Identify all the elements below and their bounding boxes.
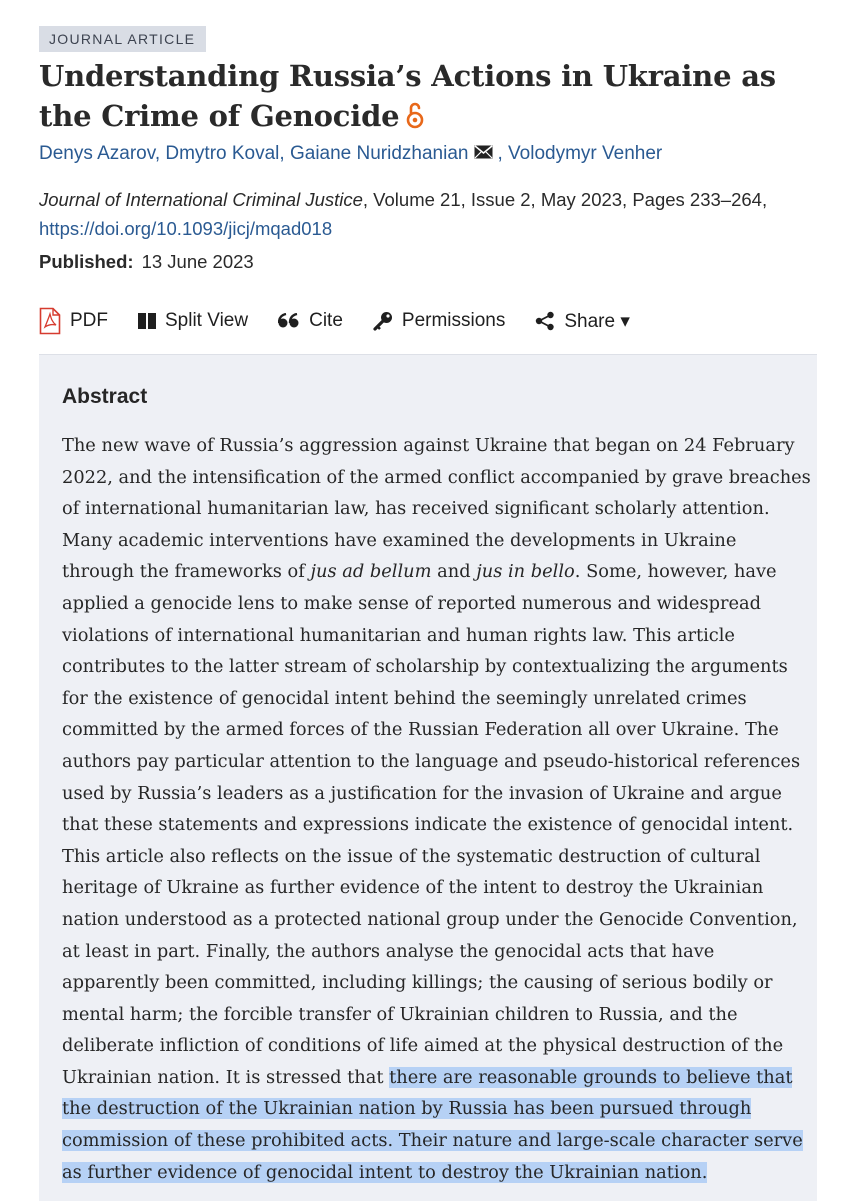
highlighted-selection[interactable]: there are reasonable grounds to believe that the destruction of the Ukrainian nation by Russia has been pursued through commission of these prohibited acts. Their nature and large-scale character serve as further evidence of genocidal intent to destroy the Ukrainian nation. xyxy=(62,1066,803,1183)
citation-details: , Volume 21, Issue 2, May 2023, Pages 233–264, xyxy=(362,189,768,210)
author-separator: , xyxy=(154,143,166,164)
cite-label: Cite xyxy=(309,310,343,331)
author-list xyxy=(39,141,662,167)
share-label: Share ▾ xyxy=(564,310,630,332)
published-label: Published: xyxy=(39,251,134,272)
pdf-label: PDF xyxy=(70,310,108,331)
permissions-button[interactable] xyxy=(373,310,505,332)
published-line xyxy=(39,249,254,275)
pdf-button[interactable] xyxy=(39,307,108,335)
journal-name: Journal of International Criminal Justice xyxy=(39,189,363,210)
split-view-icon xyxy=(138,313,156,329)
split-view-button[interactable] xyxy=(138,310,248,332)
abstract-text-part: and xyxy=(431,561,477,583)
article-toolbar xyxy=(39,304,660,338)
published-date: 13 June 2023 xyxy=(141,251,254,272)
citation xyxy=(39,185,817,243)
doi-link[interactable]: https://doi.org/10.1093/jicj/mqad018 xyxy=(39,218,333,239)
abstract-italic-term: jus ad bellum xyxy=(310,561,432,583)
author-separator: , xyxy=(497,143,509,164)
author-link[interactable]: Dmytro Koval xyxy=(165,143,280,164)
cite-button[interactable] xyxy=(278,310,343,332)
share-icon xyxy=(535,311,555,331)
author-link[interactable]: Volodymyr Venher xyxy=(508,143,663,164)
share-button[interactable] xyxy=(535,310,630,333)
permissions-label: Permissions xyxy=(401,310,506,331)
envelope-icon[interactable] xyxy=(474,141,493,167)
key-icon xyxy=(373,311,393,331)
author-separator: , xyxy=(279,143,290,164)
article-title-text: Understanding Russia’s Actions in Ukraine as the Crime of Genocide xyxy=(39,59,776,133)
pdf-icon xyxy=(39,307,61,335)
abstract-text-part: . Some, however, have applied a genocide lens to make sense of reported numerous and widespread violations of international humanitarian and human rights law. This article contributes to the latter stream of scholarship by contextualizing the arguments for the existence of genocidal intent behind the seemingly unrelated crimes committed by the armed forces of the Russian Federation all over Ukraine. The authors pay particular attention to the language and pseudo-historical references used by Russia’s leaders as a justification for the invasion of Ukraine and argue that these statements and expressions indicate the existence of genocidal intent. This article also reflects on the issue of the systematic destruction of cultural heritage of Ukraine as further evidence of the intent to destroy the Ukrainian nation understood as a protected national group under the Genocide Convention, at least in part. Finally, the authors analyse the genocidal acts that have apparently been committed, including killings; the causing of serious bodily or mental harm; the forcible transfer of Ukrainian children to Russia, and the deliberate infliction of conditions of life aimed at the physical destruction of the Ukrainian nation. It is stressed that xyxy=(62,561,801,1088)
article-type-badge: JOURNAL ARTICLE xyxy=(39,26,206,52)
author-link[interactable]: Gaiane Nuridzhanian xyxy=(289,143,469,164)
open-lock-icon xyxy=(405,99,425,139)
article-title xyxy=(39,56,817,139)
author-link[interactable]: Denys Azarov xyxy=(39,143,155,164)
abstract-text xyxy=(62,430,814,1188)
abstract-italic-term: jus in bello xyxy=(476,561,575,583)
abstract-text-part: The new wave of Russia’s aggression against Ukraine that began on 24 February 2022, and the intensification of the armed conflict accompanied by grave breaches of international humanitarian law, has received significant scholarly attention. Many academic interventions have examined the developments in Ukraine through the frameworks of xyxy=(62,435,811,583)
abstract-heading: Abstract xyxy=(62,385,148,408)
quote-icon xyxy=(278,313,300,329)
abstract-section xyxy=(39,354,817,1201)
split-view-label: Split View xyxy=(165,310,249,331)
